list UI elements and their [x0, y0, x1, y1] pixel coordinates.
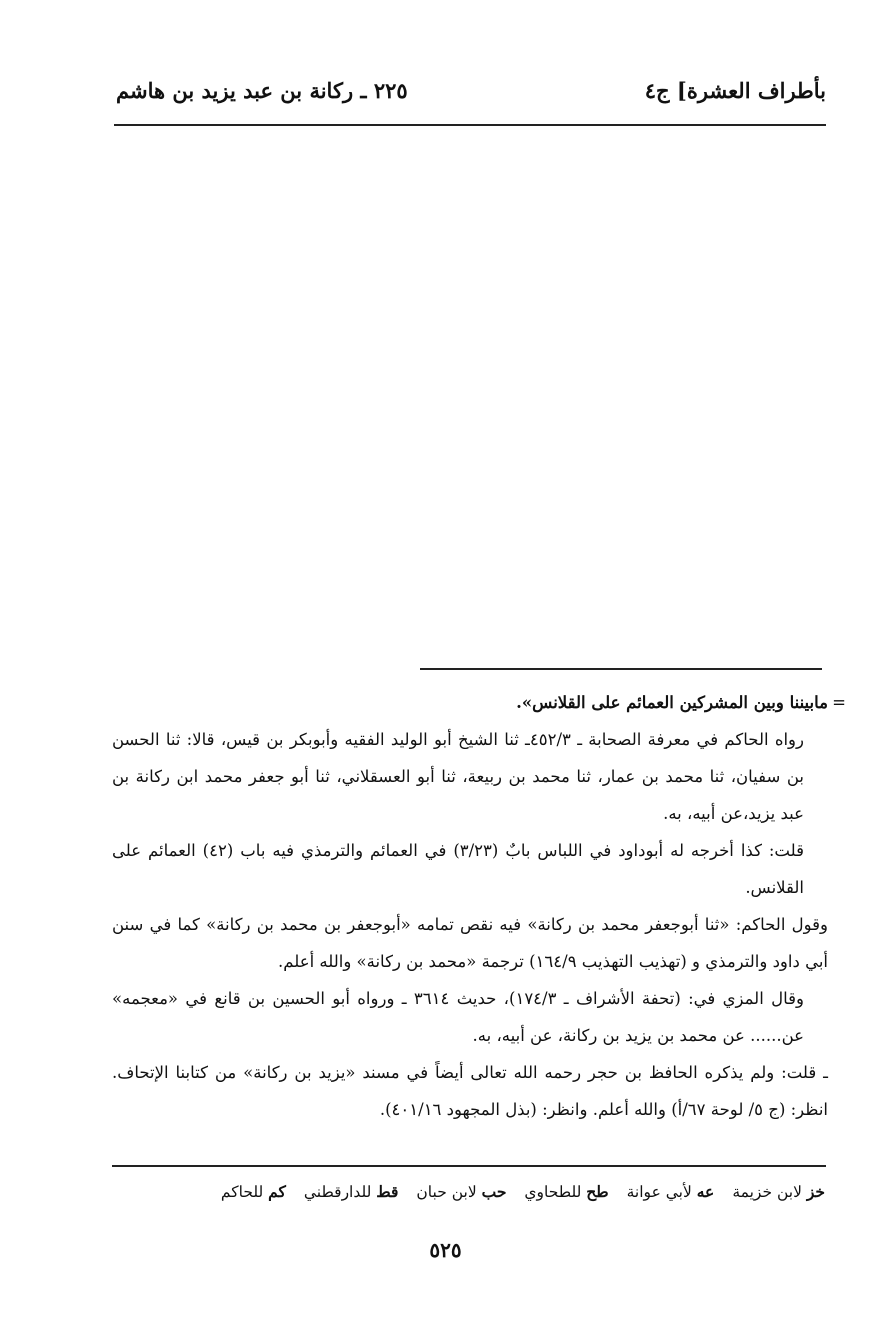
- abbreviations-rule: [112, 1165, 826, 1167]
- running-header-book-title: بأطراف العشرة] ج٤: [644, 78, 826, 103]
- footnote-separator: [420, 668, 822, 670]
- footnote-paragraph: قلت: كذا أخرجه له أبوداود في اللباس بابٌ (٣/٢٣) في العمائم والترمذي فيه باب (٤٢) العمائم على القلانس.: [112, 841, 804, 897]
- running-header-entry-title: ٢٢٥ ـ ركانة بن عبد يزيد بن هاشم: [116, 78, 408, 103]
- abbreviation-item: حب لابن حبان: [416, 1182, 507, 1201]
- abbreviation-item: كم للحاكم: [220, 1182, 286, 1201]
- footnote-paragraph: وقول الحاكم: «ثنا أبوجعفر محمد بن ركانة» فيه نقص تمامه «أبوجعفر بن محمد بن ركانة» كما في سنن أبي داود والترمذي و (تهذيب التهذيب ١٦٤/٩) ترجمة «محمد بن ركانة» والله أعلم.: [112, 915, 828, 971]
- footnote-paragraph: رواه الحاكم في معرفة الصحابة ـ ٤٥٢/٣ـ ثنا الشيخ أبو الوليد الفقيه وأبوبكر بن قيس، قالا: ثنا الحسن بن سفيان، ثنا محمد بن عمار، ثنا محمد بن ربيعة، ثنا أبو العسقلاني، ثنا أبو جعفر محمد ابن ركانة بن عبد يزيد،عن أبيه، به.: [112, 730, 804, 823]
- footnotes: [112, 684, 846, 1128]
- continuation-marker: =: [832, 693, 846, 712]
- abbreviation-item: طح للطحاوي: [524, 1182, 609, 1201]
- abbreviation-item: عه لأبي عوانة: [626, 1182, 715, 1201]
- abbreviation-item: خز لابن خزيمة: [732, 1182, 825, 1201]
- footnote-continuation: [112, 684, 846, 721]
- footnote-paragraph: وقال المزي في: (تحفة الأشراف ـ ١٧٤/٣)، حديث ٣٦١٤ ـ ورواه أبو الحسين بن قانع في «معجمه» عن...... عن محمد بن يزيد بن ركانة، عن أبيه، به.: [112, 989, 804, 1045]
- footnote-line: مابيننا وبين المشركين العمائم على القلانس».: [516, 693, 828, 712]
- header-rule: [114, 124, 826, 126]
- page-number: ٥٢٥: [429, 1238, 462, 1262]
- abbreviations-key: [221, 1182, 825, 1201]
- footnote-paragraph: ـ قلت: ولم يذكره الحافظ بن حجر رحمه الله تعالى أيضاً في مسند «يزيد بن ركانة» من كتابنا الإتحاف. انظر: (ج ٥/ لوحة ٦٧/أ) والله أعلم. وانظر: (بذل المجهود ٤٠١/١٦).: [112, 1063, 828, 1119]
- abbreviation-item: قط للدارقطني: [303, 1182, 399, 1201]
